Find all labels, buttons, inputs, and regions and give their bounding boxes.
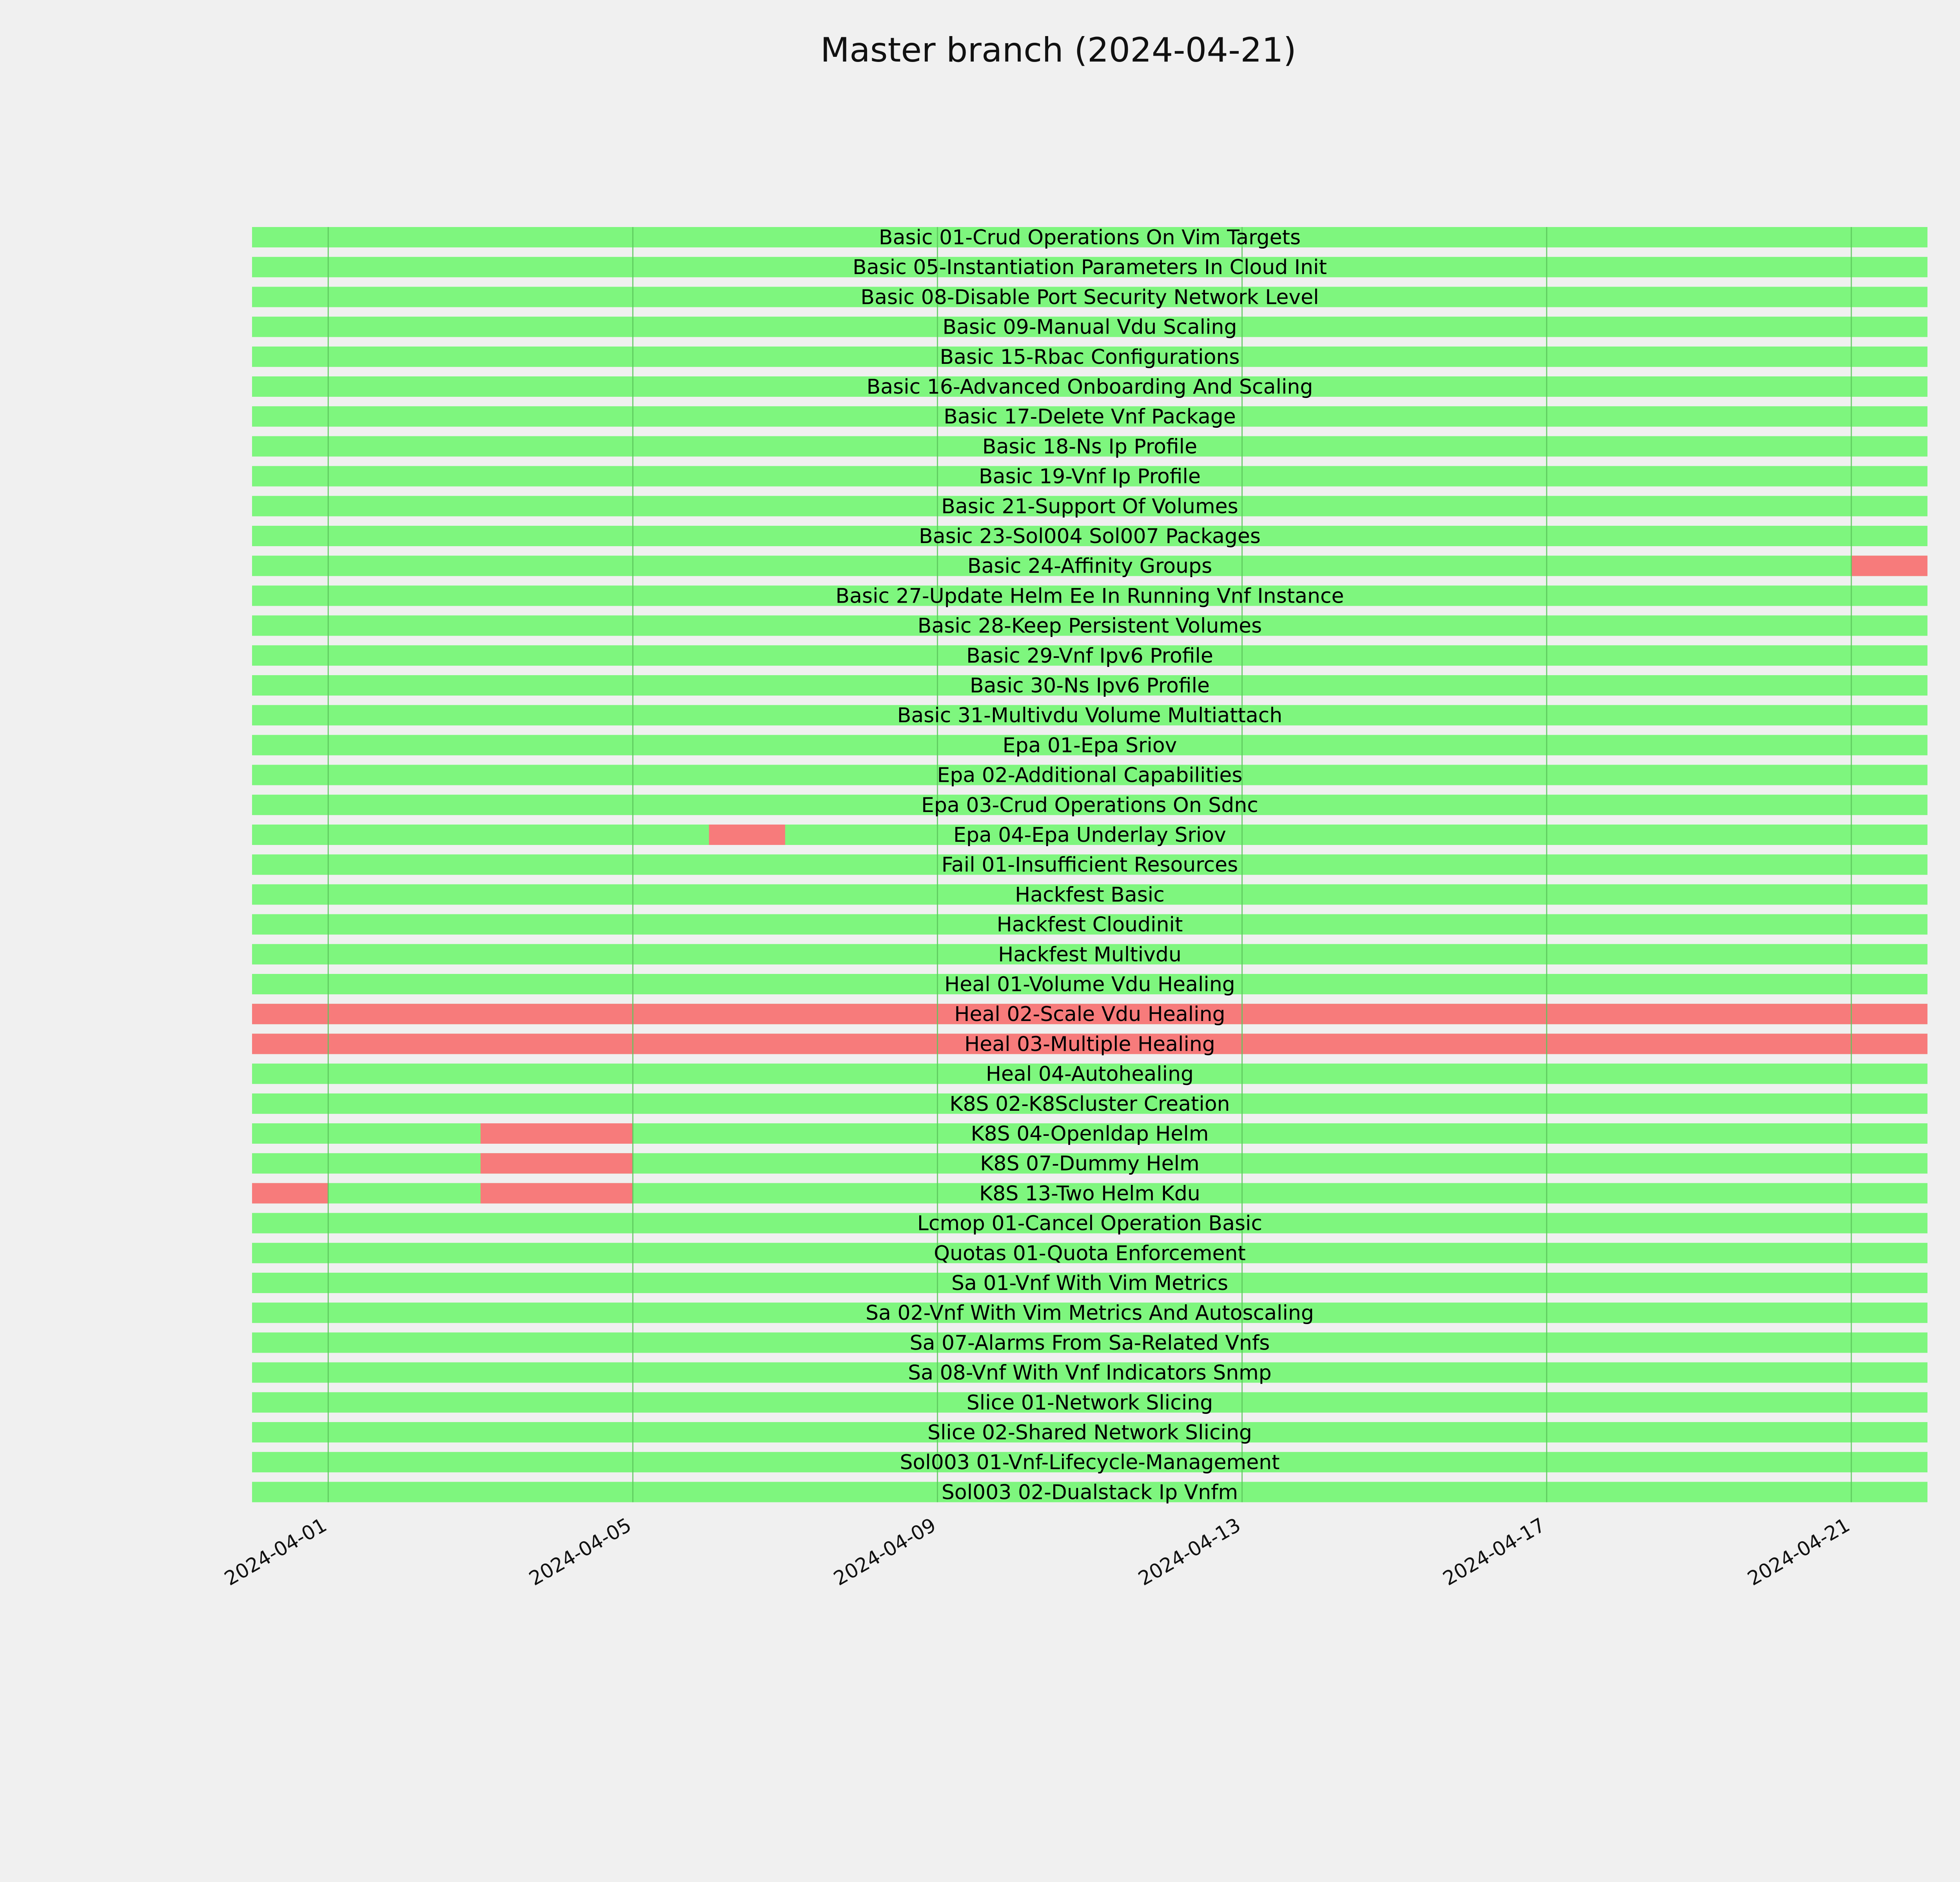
row-label: Basic 23-Sol004 Sol007 Packages	[919, 525, 1261, 548]
row-label: Epa 01-Epa Sriov	[1002, 734, 1177, 758]
row-label: Heal 03-Multiple Healing	[964, 1032, 1215, 1056]
row-label: K8S 07-Dummy Helm	[980, 1152, 1200, 1176]
row-label: K8S 04-Openldap Helm	[971, 1122, 1209, 1146]
x-tick-label: 2024-04-13	[1134, 1513, 1245, 1590]
chart-title: Master branch (2024-04-21)	[820, 31, 1297, 70]
row-label: Slice 01-Network Slicing	[966, 1391, 1213, 1415]
row-label: Epa 04-Epa Underlay Sriov	[953, 823, 1226, 847]
fail-bar	[1851, 556, 1927, 576]
row-label: Sa 01-Vnf With Vim Metrics	[951, 1272, 1229, 1295]
row-label: Hackfest Basic	[1015, 883, 1165, 907]
row-label: Slice 02-Shared Network Slicing	[927, 1421, 1252, 1444]
row-label: Basic 05-Instantiation Parameters In Cloud Init	[853, 256, 1327, 280]
fail-bar	[709, 825, 785, 845]
x-tick-label: 2024-04-21	[1744, 1513, 1854, 1590]
x-tick-label: 2024-04-05	[525, 1513, 635, 1590]
row-label: Basic 18-Ns Ip Profile	[982, 435, 1198, 459]
row-label: Basic 28-Keep Persistent Volumes	[917, 614, 1262, 638]
row-label: Hackfest Multivdu	[998, 943, 1181, 966]
row-label: Basic 08-Disable Port Security Network Level	[860, 285, 1319, 309]
row-label: Basic 01-Crud Operations On Vim Targets	[878, 226, 1301, 249]
row-label: K8S 13-Two Helm Kdu	[979, 1182, 1200, 1206]
row-label: Basic 29-Vnf Ipv6 Profile	[966, 644, 1213, 668]
row-label: Lcmop 01-Cancel Operation Basic	[917, 1212, 1263, 1235]
row-label: Basic 16-Advanced Onboarding And Scaling	[866, 375, 1313, 399]
row-label: Heal 02-Scale Vdu Healing	[954, 1003, 1225, 1026]
row-label: Basic 09-Manual Vdu Scaling	[942, 315, 1237, 339]
fail-bar	[252, 1183, 328, 1203]
row-label: Epa 03-Crud Operations On Sdnc	[921, 793, 1258, 817]
row-label: Basic 24-Affinity Groups	[967, 554, 1212, 578]
row-label: Basic 27-Update Helm Ee In Running Vnf Instance	[835, 584, 1344, 608]
row-label: Basic 15-Rbac Configurations	[940, 345, 1240, 369]
row-label: Sa 08-Vnf With Vnf Indicators Snmp	[908, 1361, 1272, 1385]
row-label: Sa 02-Vnf With Vim Metrics And Autoscaling	[866, 1301, 1314, 1325]
x-tick-label: 2024-04-09	[829, 1513, 940, 1590]
x-tick-label: 2024-04-01	[220, 1513, 331, 1590]
fail-bar	[481, 1153, 633, 1174]
row-label: Sa 07-Alarms From Sa-Related Vnfs	[909, 1331, 1270, 1355]
x-tick-label: 2024-04-17	[1439, 1513, 1549, 1590]
row-label: Hackfest Cloudinit	[996, 913, 1183, 937]
row-label: Quotas 01-Quota Enforcement	[934, 1241, 1246, 1265]
row-label: Basic 21-Support Of Volumes	[941, 494, 1238, 518]
row-label: K8S 02-K8Scluster Creation	[949, 1092, 1230, 1116]
row-label: Heal 01-Volume Vdu Healing	[944, 973, 1235, 996]
row-label: Sol003 01-Vnf-Lifecycle-Management	[900, 1451, 1280, 1475]
row-label: Sol003 02-Dualstack Ip Vnfm	[941, 1481, 1238, 1504]
fail-bar	[481, 1123, 633, 1144]
row-label: Basic 19-Vnf Ip Profile	[978, 465, 1201, 489]
row-label: Fail 01-Insufficient Resources	[941, 853, 1238, 877]
row-label: Basic 31-Multivdu Volume Multiattach	[897, 704, 1283, 728]
row-label: Basic 17-Delete Vnf Package	[944, 405, 1236, 429]
row-label: Basic 30-Ns Ipv6 Profile	[969, 674, 1210, 698]
row-label: Heal 04-Autohealing	[985, 1062, 1194, 1086]
fail-bar	[481, 1183, 633, 1203]
row-label: Epa 02-Additional Capabilities	[937, 763, 1243, 787]
